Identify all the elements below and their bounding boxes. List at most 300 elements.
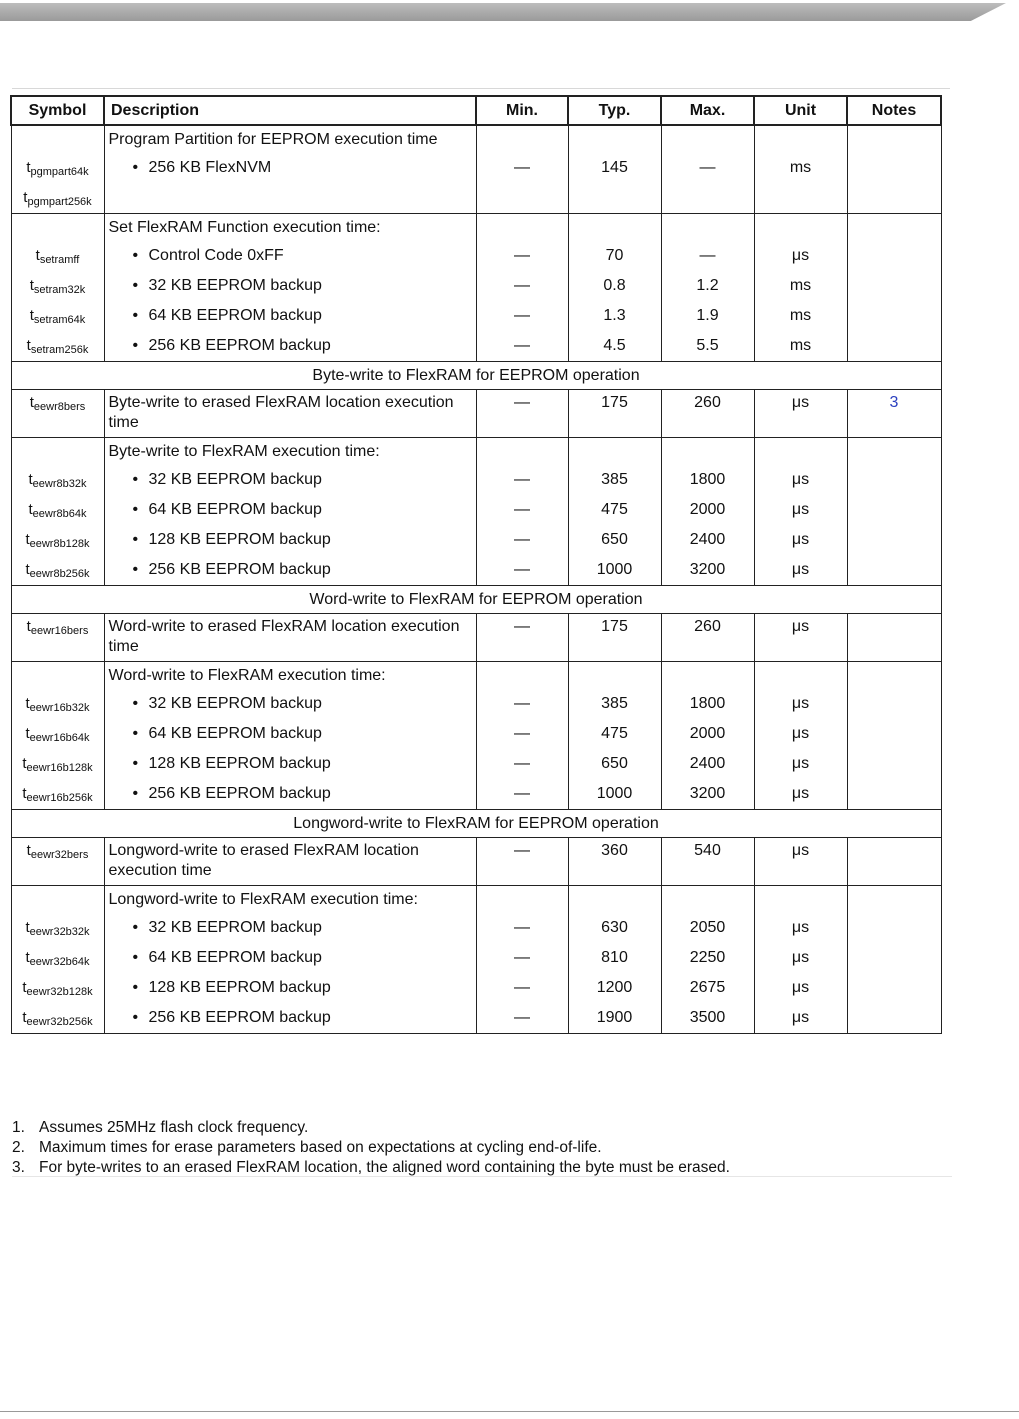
- bullet-item: • 64 KB EEPROM backup: [105, 301, 476, 331]
- typ-cell: [568, 125, 661, 214]
- min-value: —: [514, 695, 530, 712]
- min-value: —: [514, 755, 530, 772]
- note-value: [848, 465, 941, 495]
- max-value: 1800: [689, 695, 726, 712]
- description-stack: [105, 214, 476, 361]
- spacer: [569, 438, 661, 465]
- bullet-item: • 32 KB EEPROM backup: [105, 689, 476, 719]
- spacer: [477, 886, 568, 913]
- symbol-main: t: [22, 979, 27, 996]
- note-stack: [848, 214, 941, 361]
- spacer: [848, 438, 941, 465]
- max-value: 2400: [689, 755, 726, 772]
- typ-stack: [569, 438, 661, 585]
- unit-stack: [755, 438, 847, 585]
- note-value[interactable]: [848, 614, 941, 621]
- description-cell: [104, 614, 476, 662]
- symbol: [12, 301, 104, 331]
- symbol-main: t: [28, 501, 33, 518]
- bullet-item: • 32 KB EEPROM backup: [105, 271, 476, 301]
- max-value: 260: [694, 394, 721, 411]
- footnote: [12, 1158, 952, 1177]
- note-cell: [847, 390, 941, 438]
- unit-stack: [755, 214, 847, 361]
- unit-value: [755, 183, 847, 213]
- typ-cell: [568, 614, 661, 662]
- note-value: [848, 779, 941, 809]
- table-row: [11, 662, 941, 810]
- max-value: 1.2: [696, 277, 719, 294]
- symbol-main: t: [25, 531, 30, 548]
- symbol-main: t: [29, 277, 34, 294]
- typ-cell: [568, 662, 661, 810]
- note-cell: [847, 214, 941, 362]
- unit-value: μs: [791, 842, 810, 859]
- symbol-stack: [12, 662, 104, 809]
- typ-cell: [568, 214, 661, 362]
- symbol: [12, 331, 104, 361]
- description-cell: [104, 662, 476, 810]
- unit-value: μs: [791, 1009, 810, 1026]
- spacer: [477, 126, 568, 153]
- note-value: [848, 183, 941, 213]
- footnote-number: 1.: [12, 1119, 25, 1136]
- max-value: 540: [694, 842, 721, 859]
- description-text: Byte-write to erased FlexRAM location execution time: [108, 394, 454, 431]
- max-value: 2000: [689, 501, 726, 518]
- footnote-text: Maximum times for erase parameters based on expectations at cycling end-of-life.: [39, 1139, 602, 1156]
- note-stack: [848, 438, 941, 585]
- typ-value: 650: [601, 755, 628, 772]
- symbol-subscript: pgmpart256k: [27, 196, 92, 208]
- symbol: [12, 183, 104, 213]
- table-row: [11, 125, 941, 214]
- table-row: [11, 214, 941, 362]
- unit-value: ms: [789, 307, 812, 324]
- spacer: [12, 662, 104, 689]
- symbol: [12, 689, 104, 719]
- max-value: 2400: [689, 531, 726, 548]
- bullet-item: • Control Code 0xFF: [105, 241, 476, 271]
- symbol-main: t: [22, 1009, 27, 1026]
- description-stack: [105, 438, 476, 585]
- symbol-subscript: eewr16b128k: [26, 762, 93, 774]
- symbol: [12, 555, 104, 585]
- min-cell: [476, 438, 568, 586]
- min-value: —: [514, 277, 530, 294]
- min-value: —: [514, 159, 530, 176]
- note-value: [848, 271, 941, 301]
- min-value: [477, 183, 568, 213]
- symbol-subscript: eewr8b256k: [29, 568, 90, 580]
- min-value: —: [514, 531, 530, 548]
- min-value: —: [514, 979, 530, 996]
- spacer: [477, 662, 568, 689]
- table-row: [11, 390, 941, 438]
- unit-value: μs: [791, 618, 810, 635]
- symbol-cell: [11, 614, 104, 662]
- note-value[interactable]: [848, 838, 941, 845]
- symbol-cell: [11, 214, 104, 362]
- min-value: —: [514, 307, 530, 324]
- table-header-row: [11, 96, 941, 125]
- symbol-subscript: setram32k: [33, 284, 86, 296]
- symbol-subscript: eewr8bers: [33, 401, 86, 413]
- symbol-subscript: setramff: [39, 254, 80, 266]
- min-value: —: [514, 919, 530, 936]
- typ-stack: [569, 662, 661, 809]
- max-value: 5.5: [696, 337, 719, 354]
- description-cell: [104, 125, 476, 214]
- note-stack: [848, 126, 941, 213]
- note-value: [848, 1003, 941, 1033]
- max-value: 2050: [689, 919, 726, 936]
- symbol-main: t: [25, 919, 30, 936]
- section-row: [11, 362, 941, 390]
- min-cell: [476, 838, 568, 886]
- symbol-stack: [12, 126, 104, 213]
- col-header-symbol: Symbol: [11, 96, 104, 125]
- section-title: Word-write to FlexRAM for EEPROM operation: [11, 586, 941, 614]
- spacer: [662, 214, 754, 241]
- symbol-subscript: pgmpart64k: [30, 166, 89, 178]
- typ-value: 360: [601, 842, 628, 859]
- spacer: [662, 886, 754, 913]
- description-cell: [104, 838, 476, 886]
- note-value: [848, 973, 941, 1003]
- unit-cell: [754, 662, 847, 810]
- unit-value: μs: [791, 919, 810, 936]
- spacer: [12, 126, 104, 153]
- max-value: —: [699, 159, 716, 176]
- min-cell: [476, 662, 568, 810]
- unit-value: ms: [789, 337, 812, 354]
- symbol-subscript: eewr16bers: [30, 625, 89, 637]
- symbol-main: t: [26, 842, 31, 859]
- note-value: [848, 241, 941, 271]
- typ-value: 810: [601, 949, 628, 966]
- symbol-cell: [11, 886, 104, 1034]
- unit-value: μs: [791, 725, 810, 742]
- symbol-main: t: [22, 785, 27, 802]
- section-title: Longword-write to FlexRAM for EEPROM operation: [11, 810, 941, 838]
- symbol-main: t: [29, 307, 34, 324]
- min-cell: [476, 390, 568, 438]
- symbol-main: t: [23, 189, 28, 206]
- symbol-cell: [11, 438, 104, 586]
- col-header-unit: Unit: [754, 96, 847, 125]
- max-cell: [661, 614, 754, 662]
- unit-value: ms: [789, 277, 812, 294]
- note-value: [848, 913, 941, 943]
- typ-value: 385: [601, 471, 628, 488]
- typ-value: 475: [601, 501, 628, 518]
- symbol-subscript: eewr8b128k: [29, 538, 90, 550]
- max-value: 3500: [689, 1009, 726, 1026]
- bullet-item: • 64 KB EEPROM backup: [105, 943, 476, 973]
- symbol-subscript: eewr16b32k: [29, 702, 90, 714]
- max-value: 1.9: [696, 307, 719, 324]
- symbol: [12, 614, 104, 645]
- note-value: [848, 943, 941, 973]
- max-cell: [661, 390, 754, 438]
- bullet-item: • 256 KB EEPROM backup: [105, 555, 476, 585]
- spacer: [848, 886, 941, 913]
- typ-cell: [568, 390, 661, 438]
- unit-cell: [754, 438, 847, 586]
- unit-cell: [754, 838, 847, 886]
- symbol-cell: [11, 662, 104, 810]
- symbol-main: t: [22, 755, 27, 772]
- spacer: [848, 662, 941, 689]
- max-cell: [661, 438, 754, 586]
- max-cell: [661, 838, 754, 886]
- bullet-item: • 256 KB EEPROM backup: [105, 331, 476, 361]
- unit-cell: [754, 125, 847, 214]
- unit-value: μs: [791, 471, 810, 488]
- col-header-min: Min.: [476, 96, 568, 125]
- group-heading: Byte-write to FlexRAM execution time:: [108, 443, 380, 460]
- note-stack: [848, 662, 941, 809]
- note-cell: [847, 886, 941, 1034]
- note-value: [848, 301, 941, 331]
- description-text: Word-write to erased FlexRAM location execution time: [108, 618, 460, 655]
- max-value: 2675: [689, 979, 726, 996]
- unit-value: μs: [791, 501, 810, 518]
- table-row: [11, 886, 941, 1034]
- page-bottom-rule: [0, 1411, 1019, 1412]
- symbol-subscript: eewr32b128k: [26, 986, 93, 998]
- symbol-stack: [12, 886, 104, 1033]
- symbol-cell: [11, 390, 104, 438]
- symbol-main: t: [26, 618, 31, 635]
- min-value: —: [514, 561, 530, 578]
- note-cell: [847, 614, 941, 662]
- footnote-text: For byte-writes to an erased FlexRAM location, the aligned word containing the byte must be erased.: [39, 1159, 730, 1176]
- unit-stack: [755, 662, 847, 809]
- symbol-main: t: [25, 561, 30, 578]
- typ-value: 1900: [596, 1009, 633, 1026]
- min-value: —: [514, 337, 530, 354]
- max-stack: [662, 662, 754, 809]
- note-stack: [848, 886, 941, 1033]
- table-row: [11, 438, 941, 586]
- min-value: —: [514, 842, 530, 859]
- max-cell: [661, 886, 754, 1034]
- symbol-subscript: eewr16b256k: [26, 792, 93, 804]
- symbol: [12, 465, 104, 495]
- footnotes: [12, 1118, 952, 1177]
- min-cell: [476, 886, 568, 1034]
- min-stack: [477, 662, 568, 809]
- typ-value: 175: [601, 618, 628, 635]
- typ-value: 1000: [596, 785, 633, 802]
- note-value: [848, 153, 941, 183]
- min-stack: [477, 438, 568, 585]
- typ-cell: [568, 438, 661, 586]
- header-rule: [12, 88, 950, 89]
- symbol-main: t: [25, 725, 30, 742]
- min-cell: [476, 214, 568, 362]
- description-stack: [105, 662, 476, 809]
- max-value: 2250: [689, 949, 726, 966]
- symbol-subscript: eewr32b256k: [26, 1016, 93, 1028]
- min-value: —: [514, 247, 530, 264]
- footnote: [12, 1118, 952, 1138]
- note-cell: [847, 662, 941, 810]
- typ-value: 0.8: [603, 277, 626, 294]
- spacer: [105, 183, 476, 213]
- col-header-description: Description: [104, 96, 476, 125]
- symbol: [12, 495, 104, 525]
- symbol: [12, 749, 104, 779]
- unit-cell: [754, 214, 847, 362]
- min-value: —: [514, 949, 530, 966]
- symbol-subscript: setram64k: [33, 314, 86, 326]
- spacer: [569, 886, 661, 913]
- spacer: [755, 126, 847, 153]
- spacer: [755, 886, 847, 913]
- unit-value: μs: [791, 785, 810, 802]
- typ-stack: [569, 126, 661, 213]
- spacer: [755, 438, 847, 465]
- note-value[interactable]: 3: [889, 394, 899, 411]
- typ-value: 1.3: [603, 307, 626, 324]
- note-value: [848, 689, 941, 719]
- section-row: [11, 586, 941, 614]
- note-value: [848, 495, 941, 525]
- section-row: [11, 810, 941, 838]
- bullet-item: • 256 KB EEPROM backup: [105, 779, 476, 809]
- unit-value: μs: [791, 755, 810, 772]
- unit-value: ms: [789, 159, 812, 176]
- spacer: [848, 126, 941, 153]
- note-value: [848, 719, 941, 749]
- max-cell: [661, 662, 754, 810]
- spacer: [755, 662, 847, 689]
- description-cell: [104, 390, 476, 438]
- spacer: [477, 214, 568, 241]
- col-header-notes: Notes: [847, 96, 941, 125]
- symbol: [12, 719, 104, 749]
- max-value: [662, 183, 754, 213]
- symbol-main: t: [28, 471, 33, 488]
- symbol: [12, 525, 104, 555]
- spacer: [662, 126, 754, 153]
- symbol-main: t: [26, 159, 31, 176]
- spacer: [12, 886, 104, 913]
- symbol-subscript: eewr32bers: [30, 849, 89, 861]
- bullet-item: • 128 KB EEPROM backup: [105, 525, 476, 555]
- min-value: —: [514, 1009, 530, 1026]
- bullet-item: • 32 KB EEPROM backup: [105, 465, 476, 495]
- spacer: [755, 214, 847, 241]
- header-decor-bar: [0, 3, 1006, 21]
- table-row: [11, 838, 941, 886]
- bullet-item: • 64 KB EEPROM backup: [105, 719, 476, 749]
- symbol: [12, 241, 104, 271]
- typ-value: 630: [601, 919, 628, 936]
- max-cell: [661, 125, 754, 214]
- note-cell: [847, 125, 941, 214]
- spacer: [569, 126, 661, 153]
- min-value: —: [514, 394, 530, 411]
- symbol-subscript: eewr32b64k: [29, 956, 90, 968]
- group-heading: Longword-write to FlexRAM execution time:: [108, 891, 418, 908]
- spacer: [569, 214, 661, 241]
- note-value: [848, 749, 941, 779]
- symbol-subscript: eewr16b64k: [29, 732, 90, 744]
- group-heading: Word-write to FlexRAM execution time:: [108, 667, 386, 684]
- spacer: [12, 214, 104, 241]
- symbol-main: t: [26, 337, 31, 354]
- footnote-number: 2.: [12, 1139, 25, 1156]
- unit-value: μs: [791, 247, 810, 264]
- group-heading: Set FlexRAM Function execution time:: [108, 219, 381, 236]
- description-cell: [104, 438, 476, 586]
- typ-cell: [568, 886, 661, 1034]
- symbol: [12, 838, 104, 869]
- symbol-subscript: setram256k: [30, 344, 89, 356]
- spacer: [569, 662, 661, 689]
- symbol-main: t: [29, 394, 34, 411]
- symbol-subscript: eewr8b64k: [32, 508, 87, 520]
- max-cell: [661, 214, 754, 362]
- typ-stack: [569, 886, 661, 1033]
- section-title: Byte-write to FlexRAM for EEPROM operation: [11, 362, 941, 390]
- symbol: [12, 1003, 104, 1033]
- max-stack: [662, 886, 754, 1033]
- typ-stack: [569, 214, 661, 361]
- timing-spec-table: [10, 95, 942, 1034]
- unit-value: μs: [791, 394, 810, 411]
- symbol: [12, 271, 104, 301]
- note-cell: [847, 838, 941, 886]
- symbol-cell: [11, 125, 104, 214]
- symbol-main: t: [25, 695, 30, 712]
- symbol: [12, 973, 104, 1003]
- max-value: 3200: [689, 561, 726, 578]
- typ-value: 145: [601, 159, 628, 176]
- symbol: [12, 153, 104, 183]
- bullet-item: • 128 KB EEPROM backup: [105, 749, 476, 779]
- typ-value: 70: [605, 247, 624, 264]
- symbol-subscript: eewr8b32k: [32, 478, 87, 490]
- unit-cell: [754, 886, 847, 1034]
- min-stack: [477, 214, 568, 361]
- max-stack: [662, 438, 754, 585]
- bullet-item: • 32 KB EEPROM backup: [105, 913, 476, 943]
- symbol-subscript: eewr32b32k: [29, 926, 90, 938]
- min-stack: [477, 886, 568, 1033]
- footnote-number: 3.: [12, 1159, 25, 1176]
- spacer: [662, 438, 754, 465]
- max-value: 2000: [689, 725, 726, 742]
- spacer: [662, 662, 754, 689]
- max-value: 3200: [689, 785, 726, 802]
- unit-cell: [754, 390, 847, 438]
- note-cell: [847, 438, 941, 586]
- description-stack: [105, 886, 476, 1033]
- bullet-item: • 128 KB EEPROM backup: [105, 973, 476, 1003]
- max-stack: [662, 126, 754, 213]
- spacer: [477, 438, 568, 465]
- unit-stack: [755, 886, 847, 1033]
- max-stack: [662, 214, 754, 361]
- typ-value: 385: [601, 695, 628, 712]
- spacer: [12, 438, 104, 465]
- description-text: Longword-write to erased FlexRAM location execution time: [108, 842, 419, 879]
